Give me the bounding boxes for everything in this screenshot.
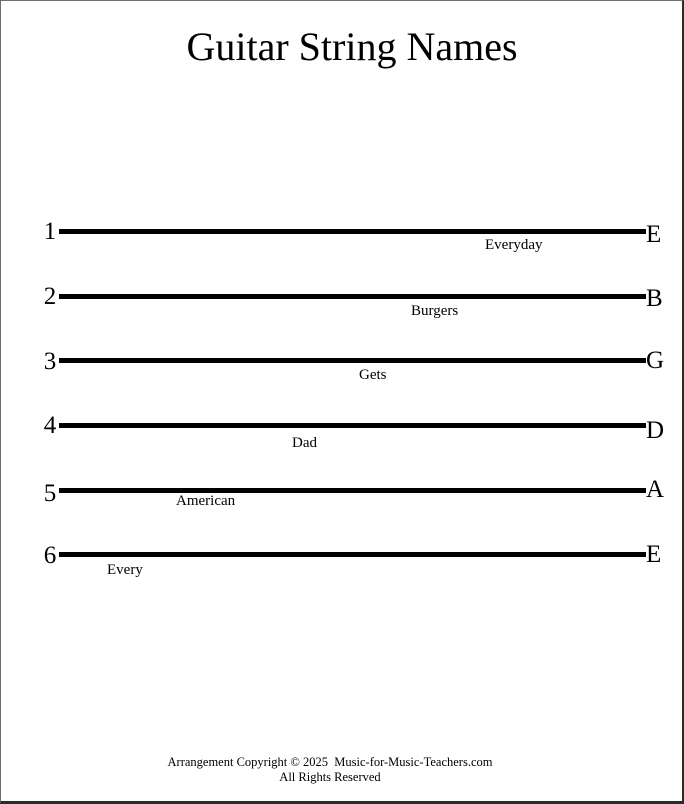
footer xyxy=(0,755,660,785)
mnemonic-word: Burgers xyxy=(411,303,459,319)
string-note-name: E xyxy=(646,221,662,248)
page-title: Guitar String Names xyxy=(186,24,518,69)
guitar-string-line xyxy=(59,358,646,363)
mnemonic-word: Gets xyxy=(359,367,387,383)
string-note-name: A xyxy=(646,476,665,503)
string-row-6 xyxy=(0,541,684,601)
string-number: 6 xyxy=(43,542,57,569)
mnemonic-word: American xyxy=(176,493,236,509)
string-note-name: G xyxy=(646,347,665,374)
string-number: 2 xyxy=(43,283,57,310)
string-row-3 xyxy=(0,347,684,407)
string-row-2 xyxy=(0,283,684,343)
string-note-name: D xyxy=(646,417,665,444)
guitar-string-line xyxy=(59,229,646,234)
string-note-name: E xyxy=(646,541,662,568)
mnemonic-word: Everyday xyxy=(485,237,543,253)
string-row-4 xyxy=(0,412,684,472)
string-number: 5 xyxy=(43,480,57,507)
guitar-string-line xyxy=(59,552,646,557)
mnemonic-word: Dad xyxy=(292,435,317,451)
guitar-string-line xyxy=(59,488,646,493)
string-note-name: B xyxy=(646,285,663,312)
guitar-string-line xyxy=(59,423,646,428)
string-number: 4 xyxy=(43,412,57,439)
string-number: 3 xyxy=(43,348,57,375)
string-row-5 xyxy=(0,477,684,537)
guitar-string-line xyxy=(59,294,646,299)
mnemonic-word: Every xyxy=(107,562,143,578)
string-row-1 xyxy=(0,218,684,278)
string-number: 1 xyxy=(43,218,57,245)
rights-notice: All Rights Reserved xyxy=(279,770,381,784)
copyright-notice: Arrangement Copyright © 2025 Music-for-Music-Teachers.com xyxy=(167,755,493,769)
